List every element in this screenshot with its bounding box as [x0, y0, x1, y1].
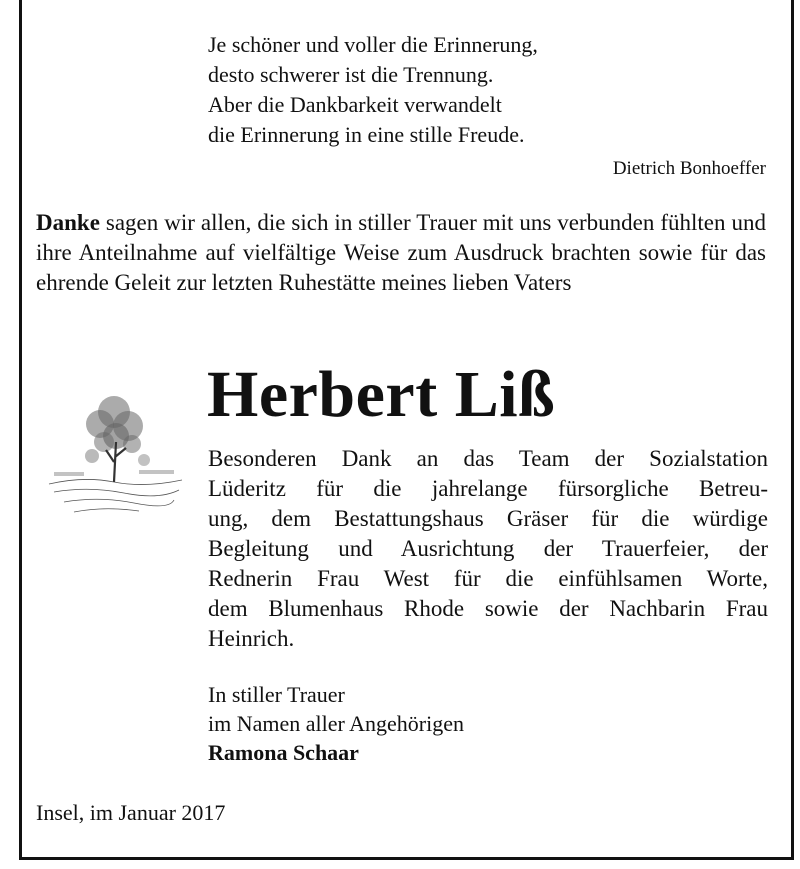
- poem-line: die Erinnerung in eine stille Freude.: [208, 122, 525, 147]
- special-thanks-line: Begleitung und Ausrichtung der Trauerfeier, der: [208, 536, 768, 561]
- poem-line: Je schöner und voller die Erinnerung,: [208, 32, 538, 57]
- special-thanks-line: Rednerin Frau West für die einfühlsamen Worte,: [208, 566, 768, 591]
- special-thanks-paragraph: [208, 444, 768, 654]
- special-thanks-line: Heinrich.: [208, 626, 295, 651]
- poem-line: desto schwerer ist die Trennung.: [208, 62, 494, 87]
- deceased-name: Herbert Liß: [207, 358, 556, 431]
- signature-line: im Namen aller Angehörigen: [208, 711, 464, 736]
- thanks-lead: Danke: [36, 210, 100, 235]
- special-thanks-line: ung, dem Bestattungshaus Gräser für die würdige: [208, 506, 768, 531]
- signature-block: [208, 680, 464, 767]
- signature-line: In stiller Trauer: [208, 682, 345, 707]
- special-thanks-line: dem Blumenhaus Rhode sowie der Nachbarin Frau: [208, 596, 768, 621]
- poem: [208, 30, 538, 150]
- thanks-text: sagen wir allen, die sich in stiller Trauer mit uns verbunden fühlten und ihre Anteilnahme auf vielfältige Weise zum Ausdruck brachten sowie für das ehrende Geleit zur letzten Ruhestätte meines lieben Vaters: [36, 210, 766, 295]
- special-thanks-line: Lüderitz für die jahrelange fürsorgliche Betreu-: [208, 476, 768, 501]
- tree-landscape-illustration: [44, 372, 184, 522]
- place-date: Insel, im Januar 2017: [36, 800, 226, 825]
- poem-author: Dietrich Bonhoeffer: [612, 158, 766, 179]
- thanks-paragraph: [36, 208, 766, 298]
- signature-name: Ramona Schaar: [208, 740, 359, 765]
- special-thanks-line: Besonderen Dank an das Team der Sozialstation: [208, 446, 768, 471]
- poem-line: Aber die Dankbarkeit verwandelt: [208, 92, 502, 117]
